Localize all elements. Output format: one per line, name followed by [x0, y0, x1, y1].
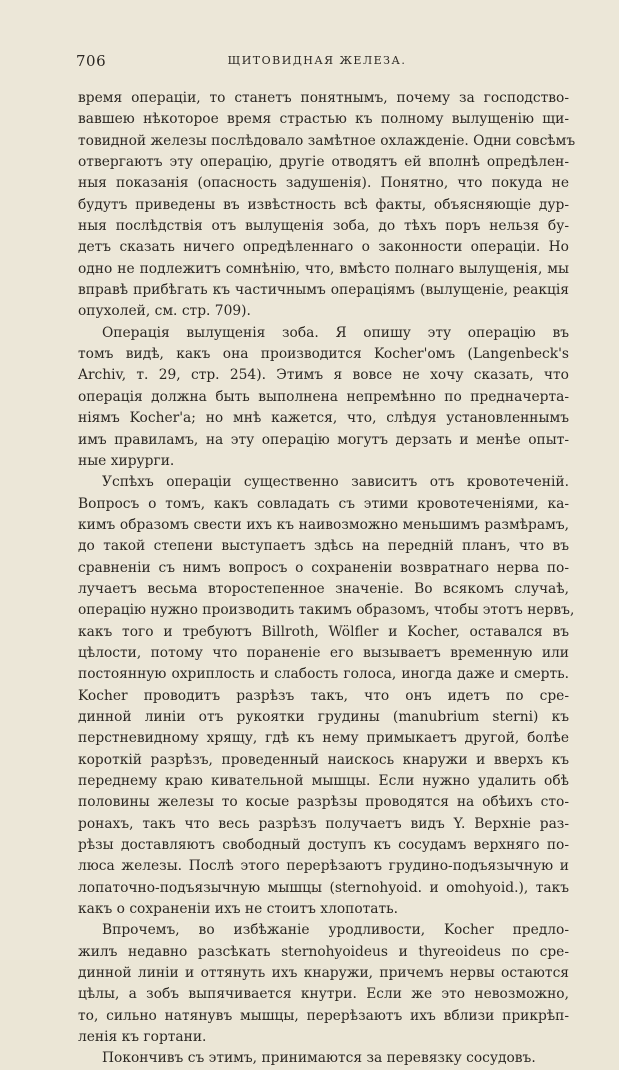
text-line: половины железы то косые разрѣзы проводятся на обѣихъ сто-: [78, 794, 569, 811]
text-line: цѣлости, потому что пораненіе его вызываетъ временную или: [78, 644, 569, 661]
text-line: какъ о сохраненіи ихъ не стоитъ хлопотать.: [78, 901, 399, 918]
text-line: рѣзы доставляютъ свободный доступъ къ сосудамъ верхняго по-: [78, 837, 569, 854]
text-line: вправѣ прибѣгать къ частичнымъ операціямъ (вылущеніе, реакція: [78, 282, 569, 299]
text-line: операцію нужно производить такимъ образомъ, чтобы этотъ нервъ,: [78, 602, 575, 619]
text-line: кимъ образомъ свести ихъ къ наивозможно меньшимъ размѣрамъ,: [78, 516, 569, 533]
text-line: то, сильно натянувъ мышцы, перерѣзаютъ ихъ вблизи прикрѣп-: [78, 1007, 569, 1024]
text-line: отвергаютъ эту операцію, другіе отводятъ ей вполнѣ опредѣлен-: [78, 154, 569, 171]
text-line: жилъ недавно разсѣкать sternohyoideus и thyreoideus по сре-: [78, 943, 569, 960]
text-line: перстневидному хрящу, гдѣ къ нему примыкаетъ другой, болѣе: [78, 730, 569, 747]
text-line: детъ сказать ничего опредѣленнаго о законности операціи. Но: [78, 239, 569, 256]
text-line: какъ того и требуютъ Billroth, Wölfler и Kocher, оставался въ: [78, 623, 569, 640]
text-line: короткій разрѣзъ, проведенный наискось кнаружи и вверхъ къ: [78, 751, 569, 768]
text-line: Успѣхъ операціи существенно зависитъ отъ кровотеченій.: [102, 474, 569, 491]
text-line: цѣлы, а зобъ выпячивается кнутри. Если же это невозможно,: [78, 986, 569, 1003]
text-line: ные хирурги.: [78, 452, 175, 469]
text-line: ронахъ, такъ что весь разрѣзъ получаетъ видъ Y. Верхніе раз-: [78, 815, 569, 832]
text-line: Вопросъ о томъ, какъ совладать съ этими кровотеченіями, ка-: [78, 495, 569, 512]
text-line: ніямъ Kocher'а; но мнѣ кажется, что, слѣдуя установленнымъ: [78, 410, 569, 427]
body-text: [78, 88, 576, 1070]
text-line: Впрочемъ, во избѣжаніе уродливости, Kocher предло-: [102, 922, 569, 939]
page-header: [76, 52, 558, 72]
text-line: динной линіи и оттянуть ихъ кнаружи, причемъ нервы остаются: [78, 965, 569, 982]
text-line: лучаетъ весьма второстепенное значеніе. Во всякомъ случаѣ,: [78, 580, 569, 597]
text-line: товидной железы послѣдовало замѣтное охлажденіе. Одни совсѣмъ: [78, 132, 576, 149]
text-line: Kocher проводитъ разрѣзъ такъ, что онъ идетъ по сре-: [78, 687, 569, 704]
text-line: ленія къ гортани.: [78, 1029, 207, 1046]
text-line: операція должна быть выполнена непремѣнно по предначерта-: [78, 388, 569, 405]
text-line: ныя послѣдствія отъ вылущенія зоба, до тѣхъ поръ нельзя бу-: [78, 218, 569, 235]
text-line: время операціи, то станетъ понятнымъ, почему за господство-: [78, 90, 569, 106]
text-line: до такой степени выступаетъ здѣсь на передній планъ, что въ: [78, 538, 569, 555]
text-line: Archiv, т. 29, стр. 254). Этимъ я вовсе не хочу сказать, что: [78, 367, 569, 384]
text-line: томъ видѣ, какъ она производится Kocher'омъ (Langenbeck's: [78, 346, 569, 363]
text-line: имъ правиламъ, на эту операцію могутъ дерзать и менѣе опыт-: [78, 431, 569, 448]
text-line: Покончивъ съ этимъ, принимаются за перевязку сосудовъ.: [102, 1050, 536, 1067]
text-line: опухолей, см. стр. 709).: [78, 303, 251, 320]
text-line: сравненіи съ нимъ вопросъ о сохраненіи возвратнаго нерва по-: [78, 559, 569, 576]
text-line: одно не подлежитъ сомнѣнію, что, вмѣсто полнаго вылущенія, мы: [78, 260, 569, 277]
text-line: люса железы. Послѣ этого перерѣзаютъ грудино-подъязычную и: [78, 858, 569, 875]
text-line: постоянную охриплость и слабость голоса, иногда даже и смерть.: [78, 666, 569, 683]
text-line: Операція вылущенія зоба. Я опишу эту операцію въ: [102, 324, 569, 341]
text-line: будутъ приведены въ извѣстность всѣ факты, объясняющіе дур-: [78, 196, 569, 213]
text-line: лопаточно-подъязычную мышцы (sternohyoid. и omohyoid.), такъ: [78, 879, 569, 896]
text-line: переднему краю кивательной мышцы. Если нужно удалить обѣ: [78, 773, 569, 789]
text-line: вавшею нѣкоторое время страстью къ полному вылущенію щи-: [78, 111, 569, 128]
running-title: ЩИТОВИДНАЯ ЖЕЛЕЗА.: [227, 54, 407, 67]
page-number: 706: [76, 52, 107, 70]
text-line: динной линіи отъ рукоятки грудины (manubrium sterni) къ: [78, 708, 569, 725]
text-line: ныя показанія (опасность задушенія). Понятно, что покуда не: [78, 175, 569, 192]
